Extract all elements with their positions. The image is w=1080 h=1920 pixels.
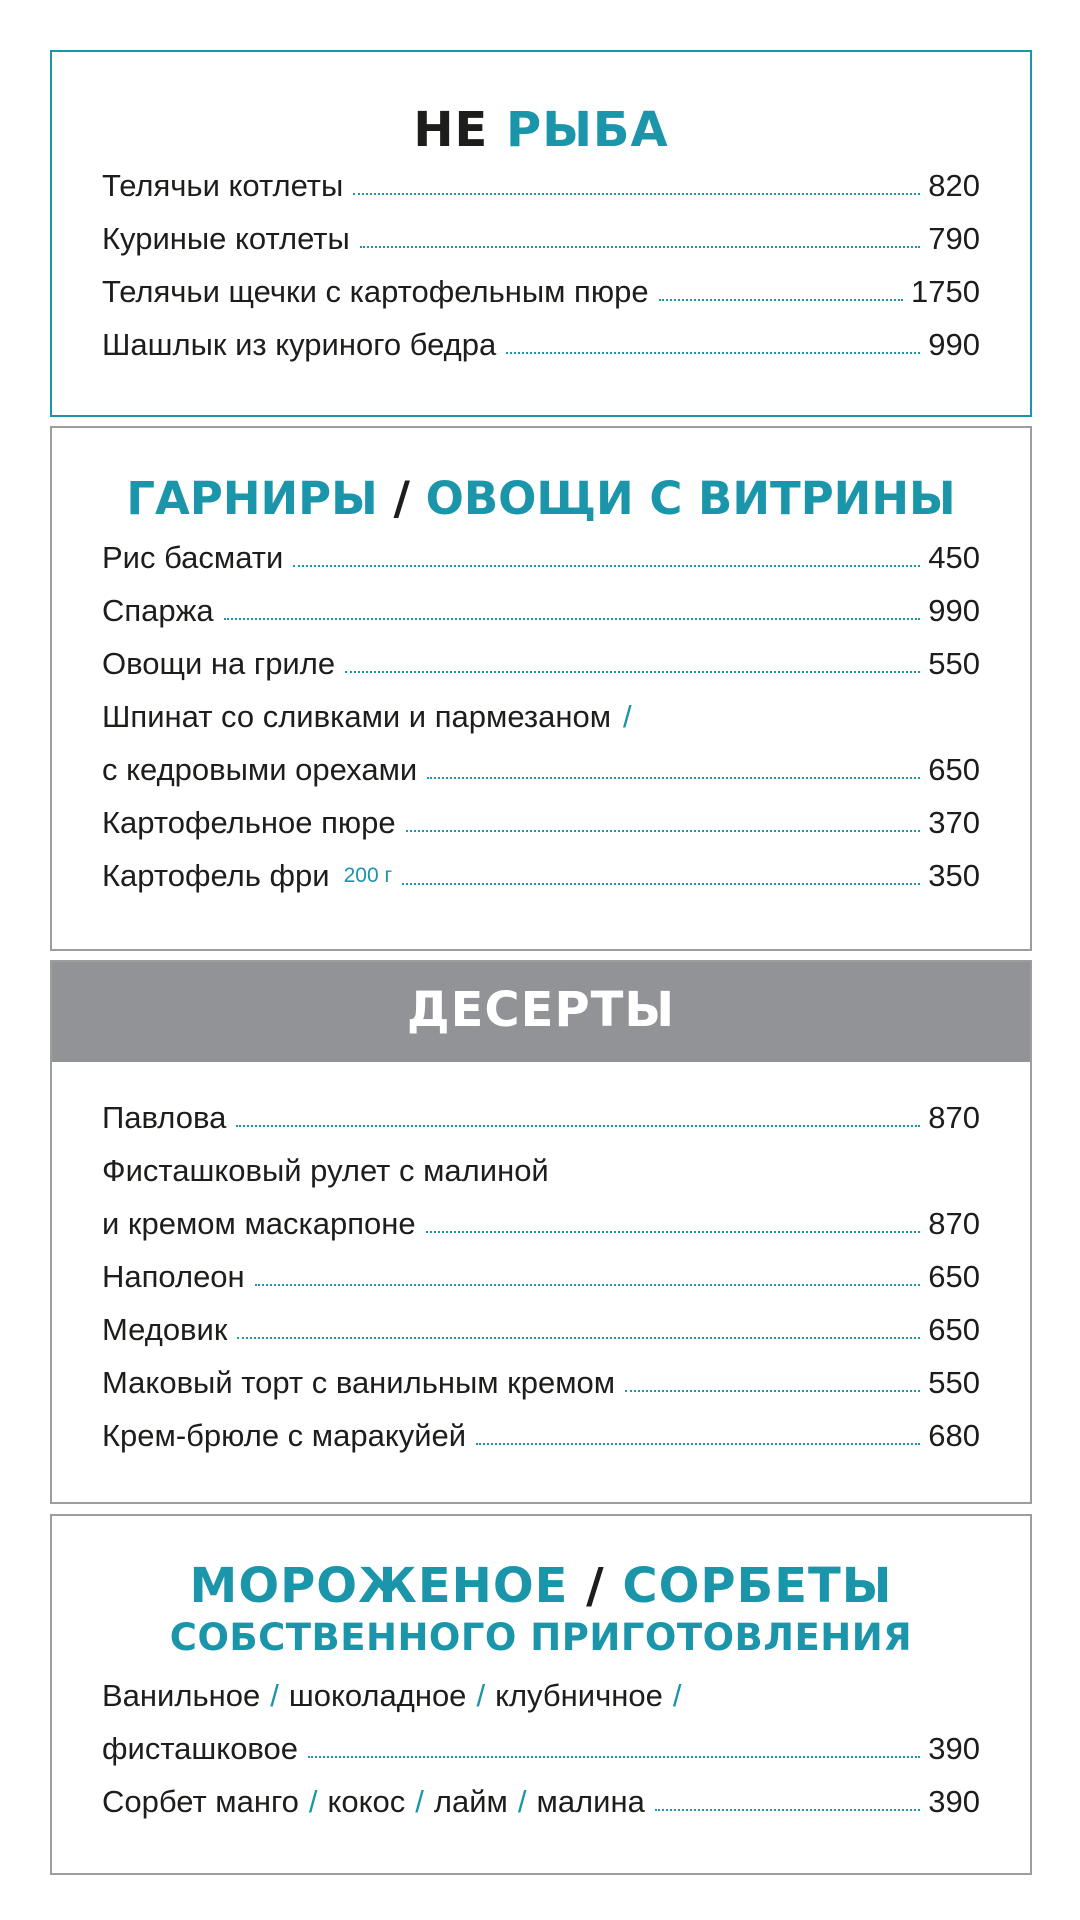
dot-leader xyxy=(625,1390,920,1392)
item-price: 370 xyxy=(928,805,980,840)
section-subtitle: СОБСТВЕННОГО ПРИГОТОВЛЕНИЯ xyxy=(169,1616,913,1659)
item-price: 990 xyxy=(928,593,980,628)
slash-separator: / xyxy=(672,1678,682,1713)
item-price: 390 xyxy=(928,1784,980,1819)
item-name: фисташковое xyxy=(102,1731,299,1766)
item-price: 350 xyxy=(928,858,980,893)
item-part: лайм xyxy=(433,1784,508,1819)
item-price: 790 xyxy=(928,221,980,256)
title-word-teal: РЫБА xyxy=(506,102,669,158)
section-deserty xyxy=(50,960,1032,1504)
item-price: 1750 xyxy=(911,274,980,309)
menu-item xyxy=(102,803,980,843)
dot-leader xyxy=(406,830,921,832)
menu-item xyxy=(102,272,980,312)
item-name: Спаржа xyxy=(102,593,214,628)
item-name: Картофель фри xyxy=(102,858,330,893)
item-name: Куриные котлеты xyxy=(102,221,350,256)
dot-leader xyxy=(353,193,920,195)
menu-item-line2 xyxy=(102,1729,980,1769)
item-price: 450 xyxy=(928,540,980,575)
section-title xyxy=(52,1558,1030,1614)
menu-item xyxy=(102,1098,980,1138)
item-part: Сорбет манго xyxy=(102,1784,299,1819)
dot-leader xyxy=(224,618,921,620)
title-separator: / xyxy=(393,472,410,525)
section-title xyxy=(52,102,1030,158)
item-part: клубничное xyxy=(495,1678,663,1713)
item-price: 870 xyxy=(928,1100,980,1135)
menu-item-line2 xyxy=(102,1204,980,1244)
menu-item xyxy=(102,1416,980,1456)
item-name: Крем-брюле с маракуйей xyxy=(102,1418,467,1453)
title-separator: / xyxy=(586,1558,605,1614)
menu-item xyxy=(102,1310,980,1350)
item-name: Телячьи котлеты xyxy=(102,168,344,203)
title-word-dark: НЕ xyxy=(413,102,489,158)
menu-item xyxy=(102,591,980,631)
dot-leader xyxy=(308,1756,920,1758)
item-name: Овощи на гриле xyxy=(102,646,336,681)
item-part: кокос xyxy=(327,1784,406,1819)
menu-item xyxy=(102,166,980,206)
dot-leader xyxy=(506,352,920,354)
title-word-right: СОРБЕТЫ xyxy=(622,1558,893,1614)
menu-item-line1 xyxy=(102,1676,980,1716)
item-part: Ванильное xyxy=(102,1678,261,1713)
slash-separator: / xyxy=(517,1784,527,1819)
item-name: Телячьи щечки с картофельным пюре xyxy=(102,274,649,309)
menu-item-line1 xyxy=(102,1151,980,1191)
section-title xyxy=(52,472,1030,525)
title-word-left: МОРОЖЕНОЕ xyxy=(189,1558,569,1614)
menu-item xyxy=(102,325,980,365)
item-price: 650 xyxy=(928,752,980,787)
dot-leader xyxy=(345,671,920,673)
title-word-right: ОВОЩИ С ВИТРИНЫ xyxy=(425,472,956,525)
menu-item xyxy=(102,1363,980,1403)
item-weight: 200 г xyxy=(343,864,393,887)
dot-leader xyxy=(476,1443,920,1445)
item-name: Медовик xyxy=(102,1312,228,1347)
item-price: 680 xyxy=(928,1418,980,1453)
item-name: и кремом маскарпоне xyxy=(102,1206,416,1241)
item-name: Шашлык из куриного бедра xyxy=(102,327,497,362)
dot-leader xyxy=(427,777,920,779)
menu-item-line1 xyxy=(102,697,980,737)
section-garniry xyxy=(50,426,1032,951)
dot-leader xyxy=(402,883,920,885)
section-morozhenoe xyxy=(50,1514,1032,1875)
dot-leader xyxy=(360,246,920,248)
dot-leader xyxy=(236,1125,920,1127)
title-word-left: ГАРНИРЫ xyxy=(126,472,378,525)
item-name: Павлова xyxy=(102,1100,227,1135)
dot-leader xyxy=(659,299,903,301)
item-price: 550 xyxy=(928,646,980,681)
item-price: 990 xyxy=(928,327,980,362)
dot-leader xyxy=(293,565,920,567)
item-name: Наполеон xyxy=(102,1259,245,1294)
item-name: с кедровыми орехами xyxy=(102,752,418,787)
item-price: 550 xyxy=(928,1365,980,1400)
item-name: Маковый торт с ванильным кремом xyxy=(102,1365,616,1400)
slash-separator: / xyxy=(415,1784,424,1819)
item-price: 390 xyxy=(928,1731,980,1766)
section-ne-ryba xyxy=(50,50,1032,417)
menu-item xyxy=(102,856,980,896)
item-price: 650 xyxy=(928,1312,980,1347)
dot-leader xyxy=(655,1809,920,1811)
dot-leader xyxy=(426,1231,921,1233)
item-name: Рис басмати xyxy=(102,540,284,575)
item-price: 870 xyxy=(928,1206,980,1241)
item-part: малина xyxy=(536,1784,645,1819)
dot-leader xyxy=(255,1284,921,1286)
dot-leader xyxy=(237,1337,920,1339)
menu-item xyxy=(102,538,980,578)
section-title: ДЕСЕРТЫ xyxy=(406,982,676,1038)
item-name: Шпинат со сливками и пармезаном xyxy=(102,699,612,734)
slash-separator: / xyxy=(308,1784,318,1819)
slash-separator: / xyxy=(476,1678,486,1713)
slash-separator: / xyxy=(270,1678,279,1713)
item-name: Картофельное пюре xyxy=(102,805,396,840)
item-price: 650 xyxy=(928,1259,980,1294)
slash-separator: / xyxy=(623,699,632,734)
menu-item xyxy=(102,644,980,684)
item-part: шоколадное xyxy=(288,1678,467,1713)
menu-item xyxy=(102,1257,980,1297)
menu-item-line2 xyxy=(102,750,980,790)
menu-item xyxy=(102,219,980,259)
item-name: Фисташковый рулет с малиной xyxy=(102,1153,549,1188)
item-price: 820 xyxy=(928,168,980,203)
menu-item xyxy=(102,1782,980,1822)
